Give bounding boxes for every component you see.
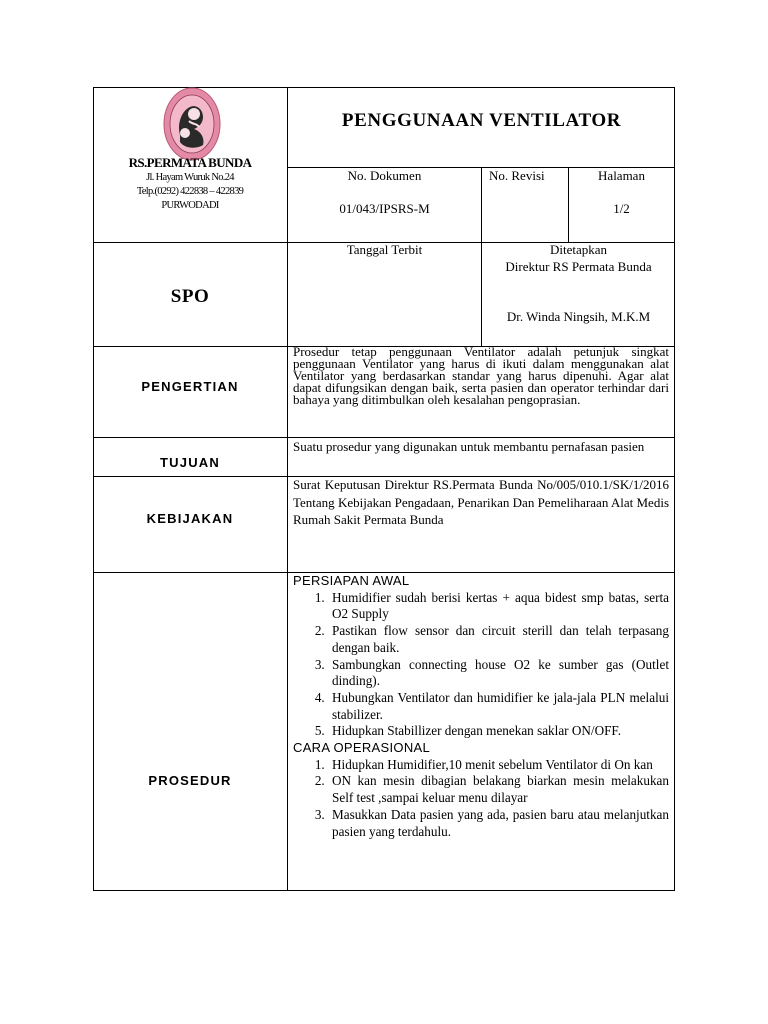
revision-label: No. Revisi <box>489 168 545 183</box>
tujuan-label: TUJUAN <box>160 455 220 470</box>
pengertian-bottom-line <box>93 437 675 438</box>
tujuan-text: Suatu prosedur yang digunakan untuk membantu pernafasan pasien <box>293 439 645 454</box>
kebijakan-text: Surat Keputusan Direktur RS.Permata Bunda No/005/010.1/SK/1/2016 Tentang Kebijakan Pengadaan, Penarikan Dan Pemeliharaan Alat Medis Rumah Sakit Permata Bunda <box>293 477 669 527</box>
hospital-phone: Telp.(0292) 422838 – 422839 <box>136 186 244 197</box>
persiapan-awal-heading: PERSIAPAN AWAL <box>293 573 410 588</box>
table-border-right <box>674 87 675 891</box>
doc-number-value: 01/043/IPSRS-M <box>339 201 430 216</box>
list-item: 3. Sambungkan connecting house O2 ke sumber gas (Outlet dinding). <box>328 657 669 690</box>
list-item: 1. Humidifier sudah berisi kertas + aqua bidest smp batas, serta O2 Supply <box>328 590 669 623</box>
spo-label: SPO <box>170 286 210 307</box>
set-by-line2: Direktur RS Permata Bunda <box>505 259 652 274</box>
issue-date-label: Tanggal Terbit <box>346 242 423 257</box>
persiapan-awal-list <box>293 590 669 740</box>
signatory-name: Dr. Winda Ningsih, M.K.M <box>506 309 651 324</box>
prosedur-content <box>293 573 669 840</box>
hospital-address: Jl. Hayam Wuruk No.24 <box>146 172 234 183</box>
list-item: 5. Hidupkan Stabillizer dengan menekan saklar ON/OFF. <box>328 723 669 740</box>
list-item: 2. Pastikan flow sensor dan circuit sterill dan telah terpasang dengan baik. <box>328 623 669 656</box>
doc-number-label: No. Dokumen <box>347 168 422 183</box>
pengertian-label: PENGERTIAN <box>141 379 239 394</box>
list-item: 2. ON kan mesin dibagian belakang biarkan mesin melakukan Self test ,sampai keluar menu dilayar <box>328 773 669 806</box>
hospital-city: PURWODADI <box>161 200 219 211</box>
hospital-name: RS.PERMATA BUNDA <box>128 155 252 170</box>
kebijakan-label: KEBIJAKAN <box>146 511 234 526</box>
hospital-logo-icon <box>163 87 221 161</box>
cara-operasional-list <box>293 757 669 841</box>
pengertian-text: Prosedur tetap penggunaan Ventilator adalah petunjuk singkat penggunaan Ventilator yang harus di ikuti dalam menggunakan alat Ventilator yang berdasarkan standar yang harus dipenuhi. Agar alat dapat difungsikan dengan baik, serta pasien dan operator terhindar dari bahaya yang ditimbulkan oleh kesalahan pengoprasian. <box>293 346 669 407</box>
cara-operasional-heading: CARA OPERASIONAL <box>293 740 431 756</box>
page-value: 1/2 <box>613 201 630 216</box>
list-item: 4. Hubungkan Ventilator dan humidifier ke jala-jala PLN melalui stabilizer. <box>328 690 669 723</box>
document-title: PENGGUNAAN VENTILATOR <box>341 110 622 131</box>
set-by-line1: Ditetapkan <box>549 242 608 257</box>
prosedur-label: PROSEDUR <box>148 773 232 788</box>
list-item: 3. Masukkan Data pasien yang ada, pasien baru atau melanjutkan pasien yang terdahulu. <box>328 807 669 840</box>
table-border-bottom <box>93 890 675 891</box>
list-item: 1. Hidupkan Humidifier,10 menit sebelum Ventilator di On kan <box>328 757 669 774</box>
page-label: Halaman <box>598 168 645 183</box>
spo-document <box>93 87 675 891</box>
